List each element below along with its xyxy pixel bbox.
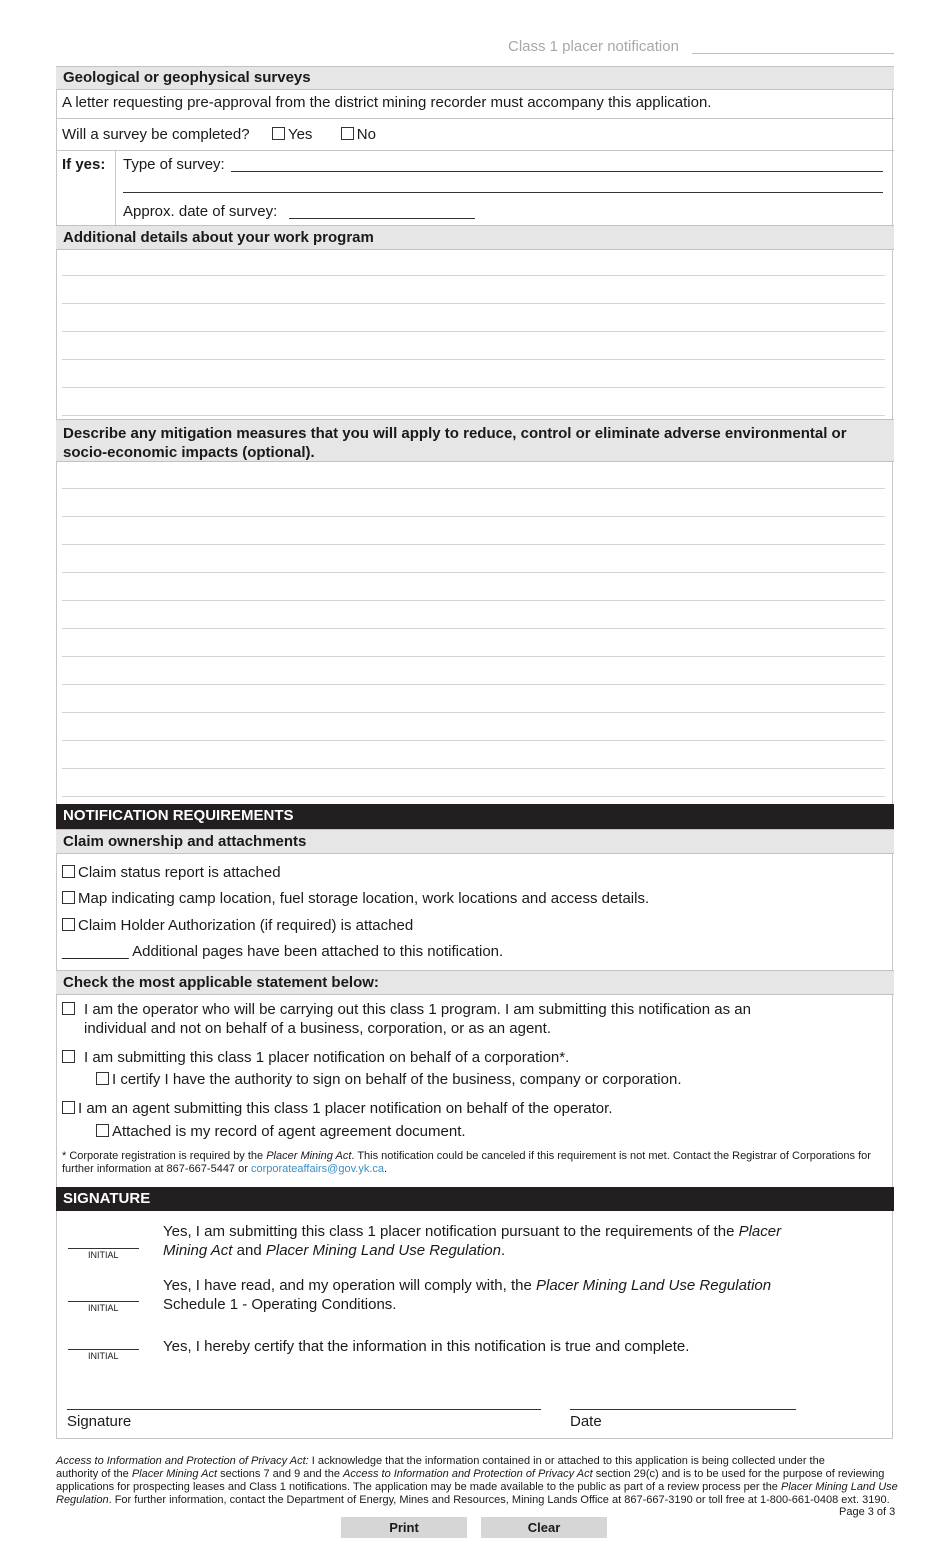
signature-label: Signature [67, 1413, 132, 1430]
operator-text-1: I am the operator who will be carrying out this class 1 program. I am submitting this notification as an [84, 1001, 751, 1018]
divider [56, 150, 894, 151]
initial-label: INITIAL [88, 1351, 119, 1361]
statement-corporation [62, 1049, 78, 1066]
survey-date-label: Approx. date of survey: [123, 203, 278, 220]
operator-checkbox[interactable] [62, 1002, 75, 1015]
form-title-line [692, 53, 894, 54]
claim-item [62, 917, 413, 934]
survey-question-label: Will a survey be completed? [62, 126, 250, 143]
divider [56, 118, 894, 119]
if-yes-divider [115, 150, 116, 225]
form-title: Class 1 placer notification [508, 38, 679, 55]
initial-input-3[interactable] [68, 1349, 139, 1350]
details-textarea[interactable] [56, 250, 894, 418]
signature-statement-1: Yes, I am submitting this class 1 placer notification pursuant to the requirements of the Placer [163, 1223, 782, 1240]
corporate-email-link[interactable]: corporateaffairs@gov.yk.ca [250, 1163, 384, 1175]
corporation-authority-label: I certify I have the authority to sign on behalf of the business, company or corporation. [112, 1071, 682, 1088]
initial-label: INITIAL [88, 1250, 119, 1260]
claim-status-checkbox[interactable] [62, 865, 75, 878]
clear-button[interactable]: Clear [481, 1517, 607, 1538]
operator-text-2: individual and not on behalf of a business, corporation, or as an agent. [84, 1020, 551, 1037]
corporation-authority [96, 1071, 682, 1088]
corporate-footnote: * Corporate registration is required by the Placer Mining Act. This notification could be canceled if this requirement is not met. Contact the Registrar of Corporations for [62, 1150, 871, 1162]
agent-agreement-label: Attached is my record of agent agreement document. [112, 1123, 466, 1140]
signature-statement-2b: Schedule 1 - Operating Conditions. [163, 1296, 397, 1313]
claim-item-label: Claim status report is attached [78, 864, 281, 881]
geo-letter-note: A letter requesting pre-approval from the district mining recorder must accompany this application. [62, 94, 712, 111]
survey-yes-label: Yes [287, 126, 313, 143]
survey-no-checkbox[interactable] [341, 127, 354, 140]
signature-statement-1b: Mining Act and Placer Mining Land Use Regulation. [163, 1242, 506, 1259]
signature-statement-3: Yes, I hereby certify that the information in this notification is true and complete. [163, 1338, 690, 1355]
claim-item [62, 890, 649, 907]
if-yes-label: If yes: [62, 156, 106, 173]
date-label: Date [570, 1413, 602, 1430]
map-checkbox[interactable] [62, 891, 75, 904]
corporation-checkbox[interactable] [62, 1050, 75, 1063]
print-button[interactable]: Print [341, 1517, 467, 1538]
privacy-line-1: Access to Information and Protection of Privacy Act: I acknowledge that the information contained in or attached to this application is being collected under the [56, 1455, 825, 1467]
agent-checkbox[interactable] [62, 1101, 75, 1114]
signature-statement-2: Yes, I have read, and my operation will comply with, the Placer Mining Land Use Regulation [163, 1277, 772, 1294]
survey-type-label: Type of survey: [123, 156, 225, 173]
signature-heading: SIGNATURE [56, 1187, 894, 1211]
agent-agreement-checkbox[interactable] [96, 1124, 109, 1137]
notification-heading: NOTIFICATION REQUIREMENTS [56, 804, 894, 829]
authorization-checkbox[interactable] [62, 918, 75, 931]
corporation-authority-checkbox[interactable] [96, 1072, 109, 1085]
date-input[interactable] [570, 1409, 796, 1410]
signature-input[interactable] [67, 1409, 541, 1410]
additional-pages-input[interactable]: ________ [62, 943, 129, 960]
mitigation-textarea[interactable] [56, 462, 894, 802]
page-number: Page 3 of 3 [839, 1506, 896, 1518]
privacy-line-2: authority of the Placer Mining Act sections 7 and 9 and the Access to Information and Protection of Privacy Act section 29(c) and is to be used for the purpose of reviewing [56, 1468, 885, 1480]
initial-input-2[interactable] [68, 1301, 139, 1302]
mitigation-heading: Describe any mitigation measures that you will apply to reduce, control or eliminate adverse environmental or socio-economic impacts (optional). [56, 419, 894, 462]
initial-input-1[interactable] [68, 1248, 139, 1249]
geo-heading: Geological or geophysical surveys [56, 66, 894, 90]
claim-item-label: Map indicating camp location, fuel storage location, work locations and access details. [78, 890, 650, 907]
statements-heading: Check the most applicable statement below: [56, 970, 894, 995]
claim-subheading: Claim ownership and attachments [56, 829, 894, 854]
survey-question [62, 126, 376, 143]
privacy-line-3: applications for prospecting leases and Class 1 notifications. The application may be made available to the public as part of a review process per the Placer Mining Land Use [56, 1481, 898, 1493]
agent-text: I am an agent submitting this class 1 placer notification on behalf of the operator. [78, 1100, 613, 1117]
statement-agent [62, 1100, 613, 1117]
additional-pages-label: Additional pages have been attached to this notification. [132, 943, 504, 960]
initial-label: INITIAL [88, 1303, 119, 1313]
survey-type-input[interactable] [231, 171, 883, 172]
corporate-footnote-2: further information at 867-667-5447 or corporateaffairs@gov.yk.ca. [62, 1163, 388, 1175]
survey-yes-checkbox[interactable] [272, 127, 285, 140]
corporation-text: I am submitting this class 1 placer notification on behalf of a corporation*. [84, 1049, 570, 1066]
claim-item-label: Claim Holder Authorization (if required) is attached [78, 917, 414, 934]
privacy-line-4: Regulation. For further information, contact the Department of Energy, Mines and Resources, Mining Lands Office at 867-667-3190 or toll free at 1-800-661-0408 ext. 3190. [56, 1494, 890, 1506]
survey-no-label: No [356, 126, 376, 143]
additional-pages [62, 943, 503, 960]
claim-item [62, 864, 281, 881]
agent-agreement [96, 1123, 466, 1140]
survey-date-input[interactable] [289, 218, 475, 219]
details-heading: Additional details about your work program [56, 225, 894, 250]
statement-operator [62, 1001, 78, 1018]
survey-type-input-line2[interactable] [123, 192, 883, 193]
